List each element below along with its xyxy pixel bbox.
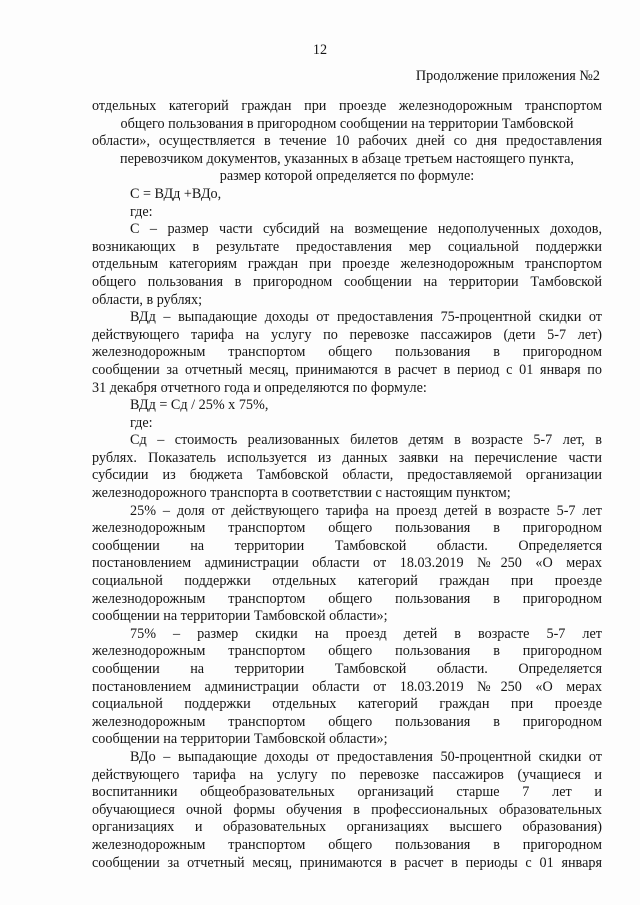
text-line: сообщении на территории Тамбовской области. Определяется bbox=[92, 661, 602, 677]
text-line: субсидии из бюджета Тамбовской области, предоставляемой организации bbox=[92, 467, 602, 484]
text-line: размер которой определяется по формуле: bbox=[219, 168, 475, 185]
text-line: Сд – стоимость реализованных билетов детям в возрасте 5-7 лет, в bbox=[130, 432, 602, 449]
text-line: железнодорожным транспортом общего пользования в пригородном bbox=[92, 836, 602, 853]
text-line: железнодорожным транспортом общего пользования в пригородном bbox=[92, 643, 602, 660]
text-line: постановлением администрации области от 18.03.2019 №250 «О мерах bbox=[92, 555, 602, 572]
text-line: общего пользования в пригородном сообщении на территории Тамбовской bbox=[120, 115, 574, 132]
text-line: ВДд – выпадающие доходы от предоставления 75-процентной скидки от bbox=[130, 309, 602, 326]
text-line: отдельных категорий граждан при проезде железнодорожным транспортом bbox=[92, 98, 602, 114]
text-line: рублях. Показатель используется из данных заявки на перечисление части bbox=[92, 449, 602, 466]
text-line: социальной поддержки отдельных категорий граждан при проезде bbox=[92, 573, 602, 590]
text-line: воспитанники общеобразовательных организаций старше 7 лет и bbox=[92, 784, 602, 801]
text-line: области, в рублях; bbox=[92, 291, 203, 308]
text-line: сообщении на территории Тамбовской области. Определяется bbox=[92, 537, 602, 554]
text-line: области», осуществляется в течение 10 рабочих дней со дня предоставления bbox=[92, 133, 602, 150]
text-line: общего пользования в пригородном сообщении на территории Тамбовской bbox=[92, 273, 602, 290]
text-line: обучающиеся очной формы обучения в профессиональных образовательных bbox=[92, 801, 602, 818]
text-line: действующего тарифа на услугу по перевозке пассажиров (дети 5-7 лет) bbox=[92, 326, 602, 343]
text-line: сообщении за отчетный месяц, принимаются в расчет в периоды с 01 января bbox=[92, 854, 602, 871]
text-line: железнодорожным транспортом общего пользования в пригородном bbox=[92, 520, 602, 537]
text-line: железнодорожным транспортом общего пользования в пригородном bbox=[92, 713, 602, 730]
text-line: 25% – доля от действующего тарифа на проезд детей в возрасте 5-7 лет bbox=[130, 502, 602, 519]
text-line: социальной поддержки отдельных категорий граждан при проезде bbox=[92, 696, 602, 713]
text-line: перевозчиком документов, указанных в абзаце третьем настоящего пункта, bbox=[120, 150, 574, 167]
text-line: ВДо – выпадающие доходы от предоставления 50-процентной скидки от bbox=[130, 748, 602, 765]
text-line: 75% – размер скидки на проезд детей в возрасте 5-7 лет bbox=[130, 625, 602, 642]
text-line: где: bbox=[130, 414, 153, 431]
appendix-continuation-note: Продолжение приложения №2 bbox=[415, 68, 600, 84]
text-line: отдельным категориям граждан при проезде железнодорожным транспортом bbox=[92, 256, 602, 273]
text-line: сообщении на территории Тамбовской области»; bbox=[92, 731, 388, 748]
text-line: железнодорожным транспортом общего пользования в пригородном bbox=[92, 590, 602, 607]
text-line: сообщении за отчетный месяц, принимаются в расчет в период с 01 января по bbox=[92, 361, 602, 378]
page-number: 12 bbox=[312, 42, 328, 58]
text-line: железнодорожного транспорта в соответствии с настоящим пунктом; bbox=[92, 485, 511, 502]
text-line: действующего тарифа на услугу по перевозке пассажиров (учащиеся и bbox=[92, 766, 602, 783]
text-line: организациях и образовательных организациях высшего образования) bbox=[92, 819, 602, 836]
text-line: железнодорожным транспортом общего пользования в пригородном bbox=[92, 344, 602, 361]
text-line: возникающих в результате предоставления мер социальной поддержки bbox=[92, 238, 602, 255]
text-line: сообщении на территории Тамбовской области»; bbox=[92, 608, 388, 625]
text-line: где: bbox=[130, 203, 153, 220]
text-line: С – размер части субсидий на возмещение недополученных доходов, bbox=[130, 221, 602, 238]
text-line: С = ВДд +ВДо, bbox=[130, 185, 222, 202]
text-line: 31 декабря отчетного года и определяются по формуле: bbox=[92, 379, 427, 396]
text-line: ВДд = Сд / 25% х 75%, bbox=[130, 397, 269, 414]
text-line: постановлением администрации области от 18.03.2019 №250 «О мерах bbox=[92, 678, 602, 695]
document-body bbox=[92, 98, 602, 872]
